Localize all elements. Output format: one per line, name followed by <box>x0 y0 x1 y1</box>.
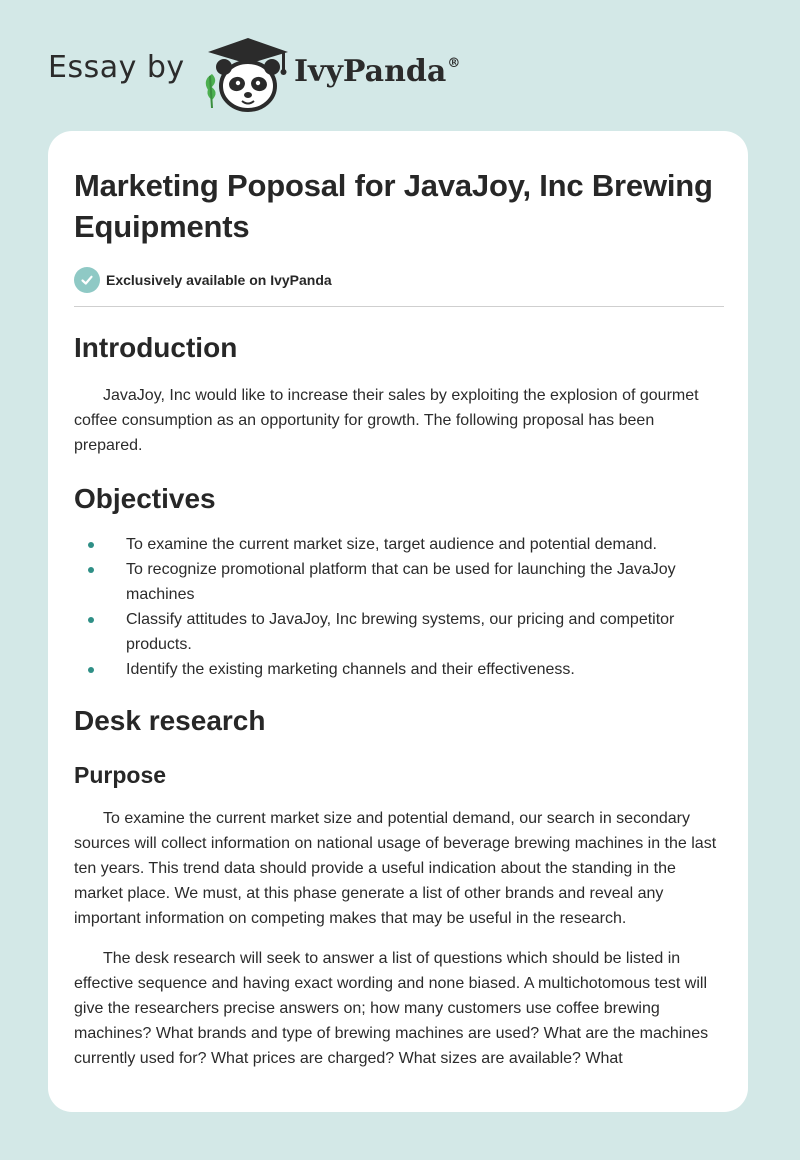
heading-desk-research: Desk research <box>74 705 266 736</box>
registered-mark: ® <box>447 56 461 71</box>
introduction-paragraph: JavaJoy, Inc would like to increase their sales by exploiting the explosion of gourmet coffee consumption as an opportunity for growth. The following proposal has been prepared. <box>74 387 699 454</box>
exclusive-badge <box>74 266 724 294</box>
list-item <box>74 532 724 557</box>
list-item-text: Classify attitudes to JavaJoy, Inc brewing systems, our pricing and competitor products. <box>126 611 675 653</box>
purpose-paragraph-2: The desk research will seek to answer a list of questions which should be listed in effective sequence and having exact wording and none biased. A multichotomous test will give the researchers precise answers on; how many customers use coffee brewing machines? What brands and type of brewing machines are used? What are the machines currently used for? What prices are charged? What sizes are available? What <box>74 950 709 1067</box>
bullet-icon <box>88 667 94 673</box>
essay-by-label: Essay by <box>48 50 185 85</box>
heading-introduction: Introduction <box>74 332 238 363</box>
list-item <box>74 657 724 682</box>
bullet-icon <box>88 542 94 548</box>
essay-content <box>74 165 724 1071</box>
site-header <box>48 30 648 120</box>
list-item-text: To recognize promotional platform that can be used for launching the JavaJoy machines <box>126 561 676 603</box>
bullet-icon <box>88 617 94 623</box>
essay-card <box>48 131 748 1112</box>
check-icon <box>74 267 100 293</box>
list-item-text: Identify the existing marketing channels and their effectiveness. <box>126 661 575 678</box>
list-item-text: To examine the current market size, target audience and potential demand. <box>126 536 657 553</box>
list-item <box>74 557 724 607</box>
heading-objectives: Objectives <box>74 483 216 514</box>
heading-purpose: Purpose <box>74 762 167 788</box>
essay-title: Marketing Poposal for JavaJoy, Inc Brewing Equipments <box>74 168 713 244</box>
list-item <box>74 607 724 657</box>
objectives-list <box>74 532 724 682</box>
panda-graduate-icon[interactable] <box>200 34 296 116</box>
brand-name: IvyPanda <box>294 54 447 89</box>
bullet-icon <box>88 567 94 573</box>
title-divider <box>74 306 724 307</box>
ivypanda-brand[interactable] <box>294 54 460 89</box>
purpose-paragraph-1: To examine the current market size and potential demand, our search in secondary sources will collect information on national usage of beverage brewing machines in the last ten years. This trend data should provide a useful indication about the standing in the market place. We must, at this phase generate a list of other brands and reveal any important information on competing makes that may be useful in the research. <box>74 810 717 927</box>
exclusive-label: Exclusively available on IvyPanda <box>106 272 332 288</box>
